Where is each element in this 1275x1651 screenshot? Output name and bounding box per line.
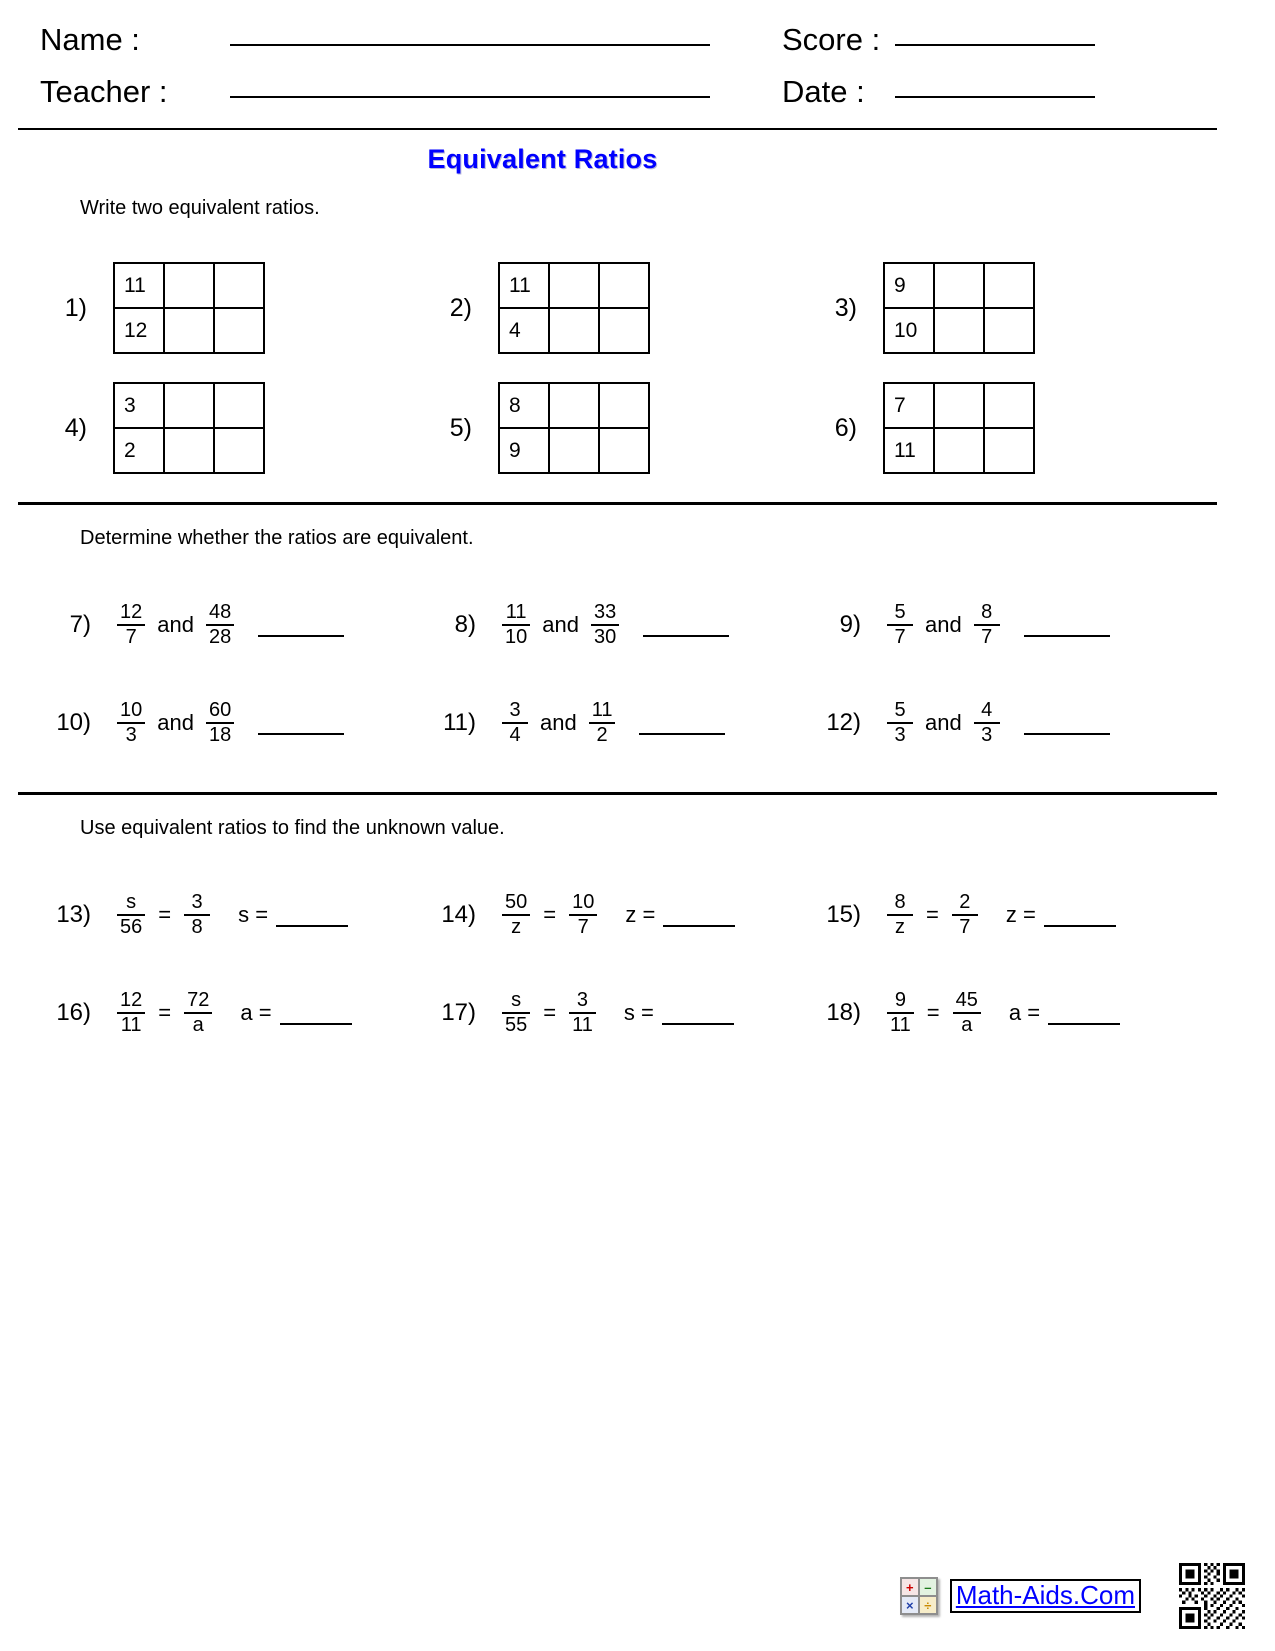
numerator: 3 [509,699,521,721]
fraction-a [887,602,913,648]
equals-sign: = [158,1000,172,1025]
ratio-cell-blank[interactable] [164,383,214,428]
denominator: 2 [596,724,608,746]
numerator: 3 [191,891,203,913]
problem-number: 4) [64,413,87,442]
ratio-cell-blank[interactable] [549,428,599,473]
answer-blank[interactable] [1048,1001,1120,1025]
table-row [499,308,649,353]
answer-blank[interactable] [258,613,344,637]
fraction-b [569,990,596,1036]
numerator: 60 [208,699,232,721]
denominator: 56 [120,916,143,938]
and-label: and [157,710,194,735]
and-label: and [540,710,577,735]
problem-row [18,892,1257,938]
ratio-cell-blank[interactable] [164,263,214,308]
problem-number: 5) [449,413,472,442]
problem-number: 13) [56,901,91,928]
ratio-cell-blank[interactable] [164,308,214,353]
ratio-cell-bottom: 2 [114,428,164,473]
problem-number: 9) [839,611,861,638]
denominator: 3 [125,724,137,746]
ratio-cell-top: 11 [114,263,164,308]
problem-13 [18,892,403,938]
fraction-b [206,602,234,648]
ratio-cell-blank[interactable] [984,263,1034,308]
ratio-cell-blank[interactable] [164,428,214,473]
table-row [114,428,264,473]
numerator: 10 [572,891,595,913]
teacher-label: Teacher : [40,74,168,109]
table-row [884,308,1034,353]
fraction-a [502,990,530,1036]
and-label: and [925,612,962,637]
answer-blank[interactable] [276,903,348,927]
section-2-divider [18,792,1217,795]
answer-blank[interactable] [1044,903,1116,927]
numerator: 5 [894,601,906,623]
section-2-instruction: Determine whether the ratios are equivalent. [80,527,474,549]
fraction-a [887,892,913,938]
times-icon: × [902,1597,918,1613]
ratio-cell-blank[interactable] [549,263,599,308]
numerator: 8 [981,601,993,623]
fraction-a [502,892,530,938]
equals-sign: = [158,902,172,927]
equals-sign: = [543,902,557,927]
problem-1 [18,262,403,354]
problem-number: 18) [826,999,861,1026]
fraction-b [206,700,234,746]
numerator: s [126,891,137,913]
problem-4 [18,382,403,474]
fraction-a [887,700,913,746]
name-label: Name : [40,22,140,57]
name-input-line[interactable] [230,44,710,46]
problem-number: 6) [834,413,857,442]
problem-number: 8) [454,611,476,638]
numerator: 11 [591,699,613,721]
numerator: 9 [894,989,906,1011]
problem-12 [788,700,1173,746]
ratio-cell-blank[interactable] [934,308,984,353]
ratio-cell-blank[interactable] [214,308,264,353]
denominator: 11 [572,1014,593,1036]
denominator: a [192,1014,204,1036]
denominator: 4 [509,724,521,746]
fraction-b [974,700,1000,746]
fraction-b [589,700,616,746]
problem-row [18,700,1257,746]
ratio-cell-blank[interactable] [599,308,649,353]
answer-variable-label: s = [623,1000,654,1025]
answer-blank[interactable] [258,711,344,735]
denominator: 3 [981,724,993,746]
problem-number: 14) [441,901,476,928]
qr-code-icon [1179,1563,1245,1629]
problem-number: 7) [69,611,91,638]
table-row [499,263,649,308]
problem-15 [788,892,1173,938]
numerator: 10 [120,699,143,721]
denominator: z [511,916,522,938]
problem-3 [788,262,1173,354]
problem-number: 3) [834,293,857,322]
problem-9 [788,602,1173,648]
denominator: z [895,916,905,938]
problem-2 [403,262,788,354]
score-label: Score : [782,22,881,57]
numerator: 48 [208,601,232,623]
equals-sign: = [926,1000,940,1025]
ratio-table[interactable] [883,382,1035,474]
section-2-problems [18,602,1257,746]
numerator: 5 [894,699,906,721]
problem-7 [18,602,403,648]
denominator: 7 [577,916,589,938]
denominator: 7 [894,626,906,648]
fraction-b [974,602,1000,648]
ratio-cell-blank[interactable] [599,428,649,473]
equals-sign: = [543,1000,557,1025]
numerator: 72 [187,989,210,1011]
problem-number: 1) [64,293,87,322]
ratio-cell-blank[interactable] [214,383,264,428]
answer-blank[interactable] [1024,711,1110,735]
answer-blank[interactable] [639,711,725,735]
ratio-cell-bottom: 10 [884,308,934,353]
ratio-cell-blank[interactable] [214,428,264,473]
problem-number: 11) [443,709,476,736]
ratio-table[interactable] [113,382,265,474]
answer-blank[interactable] [643,613,729,637]
numerator: 3 [576,989,589,1011]
problem-16 [18,990,403,1036]
answer-variable-label: s = [238,902,269,927]
date-input-line[interactable] [895,96,1095,98]
worksheet-footer [0,1563,1275,1629]
problem-6 [788,382,1173,474]
problem-row [18,990,1257,1036]
table-row-group [18,382,1257,474]
table-row [114,383,264,428]
problem-10 [18,700,403,746]
fraction-b [569,892,597,938]
denominator: 7 [959,916,971,938]
ratio-cell-blank[interactable] [984,383,1034,428]
fraction-a [117,602,145,648]
table-row [884,428,1034,473]
ratio-cell-bottom: 4 [499,308,549,353]
problem-number: 16) [56,999,91,1026]
denominator: 7 [981,626,993,648]
fraction-b [184,990,212,1036]
denominator: 18 [208,724,232,746]
section-1-divider [18,502,1217,505]
answer-blank[interactable] [662,1001,734,1025]
ratio-cell-blank[interactable] [599,263,649,308]
problem-number: 15) [826,901,861,928]
answer-blank[interactable] [663,903,735,927]
ratio-cell-blank[interactable] [934,263,984,308]
brand-link[interactable]: Math-Aids.Com [950,1579,1141,1613]
ratio-cell-top: 11 [499,263,549,308]
ratio-cell-bottom: 12 [114,308,164,353]
calculator-icon [900,1577,938,1615]
fraction-a [117,700,145,746]
numerator: 11 [505,601,527,623]
fraction-a [502,602,530,648]
score-input-line[interactable] [895,44,1095,46]
and-label: and [542,612,579,637]
ratio-table[interactable] [498,382,650,474]
denominator: a [961,1014,973,1036]
denominator: 55 [505,1014,528,1036]
problem-8 [403,602,788,648]
divide-icon: ÷ [920,1597,936,1613]
ratio-cell-blank[interactable] [934,428,984,473]
brand-group[interactable] [900,1577,1141,1615]
answer-blank[interactable] [280,1001,352,1025]
fraction-a [117,990,145,1036]
numerator: 45 [955,989,978,1011]
problem-5 [403,382,788,474]
table-row [884,263,1034,308]
numerator: 8 [894,891,906,913]
answer-variable-label: z = [625,902,656,927]
fraction-b [591,602,619,648]
fraction-b [953,990,981,1036]
fraction-a [117,892,145,938]
table-row [499,383,649,428]
problem-row [18,602,1257,648]
fraction-b [184,892,210,938]
ratio-cell-bottom: 9 [499,428,549,473]
ratio-cell-top: 8 [499,383,549,428]
ratio-cell-blank[interactable] [984,428,1034,473]
problem-number: 17) [441,999,476,1026]
numerator: 12 [120,989,143,1011]
numerator: s [511,989,522,1011]
problem-11 [403,700,788,746]
denominator: 10 [505,626,528,648]
ratio-table[interactable] [498,262,650,354]
header-divider [18,128,1217,130]
page-title: Equivalent Ratios [427,144,658,174]
numerator: 12 [120,601,143,623]
date-label: Date : [782,74,865,109]
denominator: 8 [191,916,203,938]
table-row-group [18,262,1257,354]
answer-blank[interactable] [1024,613,1110,637]
table-row [114,308,264,353]
denominator: 3 [894,724,906,746]
ratio-cell-blank[interactable] [984,308,1034,353]
section-3-instruction: Use equivalent ratios to find the unknown value. [80,817,505,839]
ratio-cell-top: 3 [114,383,164,428]
fraction-b [952,892,978,938]
problem-17 [403,990,788,1036]
and-label: and [157,612,194,637]
name-score-row [40,22,1235,58]
fraction-a [502,700,528,746]
ratio-table[interactable] [113,262,265,354]
teacher-input-line[interactable] [230,96,710,98]
answer-variable-label: a = [240,1000,272,1025]
denominator: 11 [890,1014,911,1036]
ratio-cell-blank[interactable] [549,383,599,428]
ratio-table[interactable] [883,262,1035,354]
table-row [884,383,1034,428]
table-row [114,263,264,308]
ratio-cell-blank[interactable] [599,383,649,428]
answer-variable-label: a = [1008,1000,1041,1025]
denominator: 11 [120,1014,142,1036]
denominator: 28 [208,626,232,648]
section-1-problems [18,262,1257,474]
section-3-problems [18,892,1257,1036]
numerator: 33 [593,601,617,623]
problem-14 [403,892,788,938]
and-label: and [925,710,962,735]
problem-number: 12) [826,709,861,736]
answer-variable-label: z = [1005,902,1036,927]
problem-number: 10) [56,709,91,736]
numerator: 4 [981,699,993,721]
table-row [499,428,649,473]
minus-icon: – [920,1579,936,1595]
denominator: 7 [125,626,137,648]
numerator: 2 [959,891,971,913]
ratio-cell-top: 9 [884,263,934,308]
numerator: 50 [505,891,528,913]
problem-number: 2) [449,293,472,322]
plus-icon: + [902,1579,918,1595]
denominator: 30 [593,626,617,648]
fraction-a [887,990,914,1036]
teacher-date-row [40,74,1235,110]
ratio-cell-top: 7 [884,383,934,428]
ratio-cell-blank[interactable] [934,383,984,428]
equals-sign: = [926,902,939,927]
ratio-cell-blank[interactable] [549,308,599,353]
ratio-cell-bottom: 11 [884,428,934,473]
ratio-cell-blank[interactable] [214,263,264,308]
worksheet-header [18,0,1257,110]
section-1-instruction: Write two equivalent ratios. [80,197,320,219]
problem-18 [788,990,1173,1036]
